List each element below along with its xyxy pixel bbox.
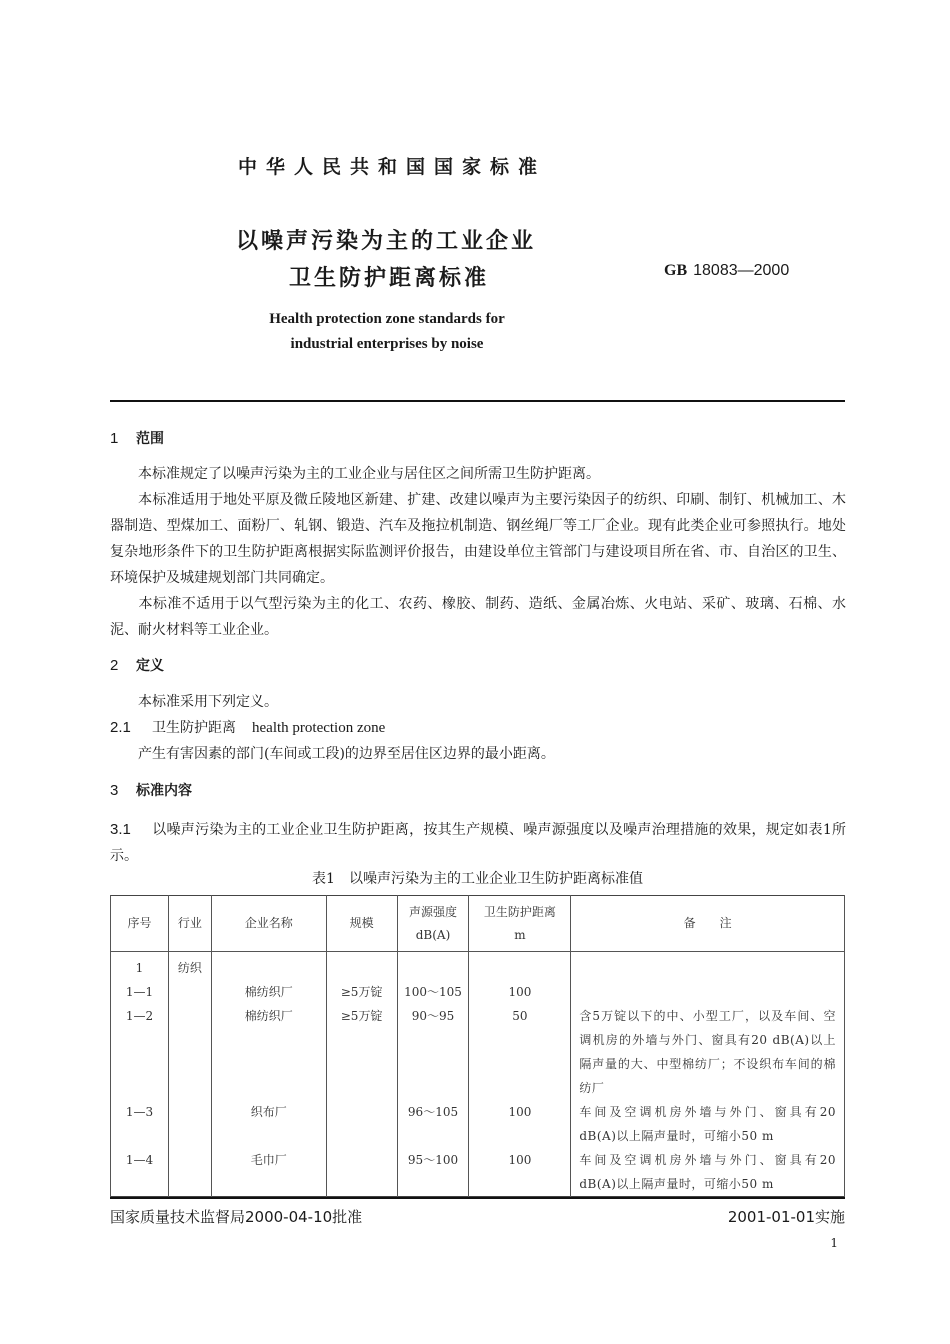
header-industry: 行业 — [168, 896, 211, 952]
cell-distance: 100 — [469, 1100, 571, 1148]
national-standard-label: 中华人民共和国国家标准 — [238, 156, 547, 178]
clause-text: 以噪声污染为主的工业企业卫生防护距离，按其生产规模、噪声源强度以及噪声治理措施的效果，规定如表1所示。 — [110, 822, 846, 864]
table-row — [111, 952, 845, 981]
header-protection-distance — [469, 896, 571, 952]
cell-remark: 车间及空调机房外墙与外门、窗具有20 dB(A)以上隔声量时，可缩小50 m — [571, 1148, 845, 1197]
cell-name: 毛巾厂 — [211, 1148, 326, 1197]
english-title-line2: industrial enterprises by noise — [290, 336, 484, 352]
cell-name: 织布厂 — [211, 1100, 326, 1148]
definition-text — [110, 741, 846, 767]
implementation-date: 2001-01-01实施 — [727, 1208, 845, 1226]
header-scale: 规模 — [326, 896, 397, 952]
section-number: 2 — [110, 657, 119, 674]
cell-source: 90～95 — [397, 1004, 469, 1100]
cell-name: 棉纺织厂 — [211, 1004, 326, 1100]
cell-remark: 含5万锭以下的中、小型工厂，以及车间、空调机房的外墙与外门、窗具有20 dB(A)以上隔声量的大、中型棉纺厂；不设织布车间的棉纺厂 — [571, 1004, 845, 1100]
paragraph-text: 本标准规定了以噪声污染为主的工业企业与居住区之间所需卫生防护距离。 — [138, 466, 600, 482]
english-title-line1: Health protection zone standards for — [269, 311, 505, 327]
section-2-heading — [110, 655, 164, 675]
cell-name: 棉纺织厂 — [211, 980, 326, 1004]
cell-scale: ≥5万锭 — [326, 980, 397, 1004]
cell-scale — [326, 952, 397, 981]
section-title: 范围 — [136, 431, 164, 447]
header-source-intensity — [397, 896, 469, 952]
standards-table — [110, 895, 845, 1197]
document-title-line2: 卫生防护距离标准 — [289, 266, 490, 291]
definition-2-1 — [110, 715, 846, 741]
section-title: 定义 — [136, 658, 164, 674]
approval-statement: 国家质量技术监督局2000-04-10批准 — [110, 1208, 363, 1226]
cell-source — [397, 952, 469, 981]
section-number: 3 — [110, 782, 119, 799]
table-header-row — [111, 896, 845, 952]
header-unit: dB(A) — [415, 927, 451, 942]
cell-industry: 纺织 — [168, 952, 211, 981]
header-line: 卫生防护距离 — [483, 904, 556, 919]
document-title-line1: 以噪声污染为主的工业企业 — [236, 229, 537, 254]
table-caption: 表1 以噪声污染为主的工业企业卫生防护距离标准值 — [312, 871, 643, 887]
cell-seq: 1—2 — [111, 1004, 169, 1100]
footer-divider — [110, 1197, 845, 1199]
clause-3-1 — [110, 817, 846, 869]
cell-source: 96～105 — [397, 1100, 469, 1148]
paragraph-text: 本标准适用于地处平原及微丘陵地区新建、扩建、改建以噪声为主要污染因子的纺织、印刷、制钉、机械加工、木器制造、型煤加工、面粉厂、轧钢、锻造、汽车及拖拉机制造、钢丝绳厂等工厂企业。现有此类企业可参照执行。地处复杂地形条件下的卫生防护距离根据实际监测评价报告，由建设单位主管部门与建设项目所在省、市、自治区的卫生、环境保护及城建规划部门共同确定。 — [110, 492, 846, 586]
cell-seq: 1—3 — [111, 1100, 169, 1148]
header-unit: m — [514, 927, 526, 942]
cell-seq: 1—1 — [111, 980, 169, 1004]
header-enterprise-name: 企业名称 — [211, 896, 326, 952]
cell-distance: 50 — [469, 1004, 571, 1100]
section-1-paragraph-3 — [110, 591, 846, 643]
standard-prefix: GB — [664, 262, 688, 279]
cell-distance: 100 — [469, 980, 571, 1004]
table-row — [111, 1100, 845, 1148]
cell-remark — [571, 952, 845, 981]
cell-remark: 车间及空调机房外墙与外门、窗具有20 dB(A)以上隔声量时，可缩小50 m — [571, 1100, 845, 1148]
section-title: 标准内容 — [136, 783, 192, 799]
table-row — [111, 980, 845, 1004]
section-2-intro — [110, 689, 846, 715]
header-divider — [110, 400, 845, 402]
page-number: 1 — [830, 1236, 838, 1250]
cell-industry — [168, 1148, 211, 1197]
cell-seq: 1—4 — [111, 1148, 169, 1197]
section-1-paragraph-1 — [110, 461, 846, 487]
cell-distance: 100 — [469, 1148, 571, 1197]
section-1-heading — [110, 428, 164, 448]
table-row — [111, 1004, 845, 1100]
header-seq: 序号 — [111, 896, 169, 952]
section-3-heading — [110, 780, 192, 800]
cell-scale — [326, 1148, 397, 1197]
definition-term-cn: 卫生防护距离 — [152, 720, 236, 736]
cell-distance — [469, 952, 571, 981]
cell-remark — [571, 980, 845, 1004]
cell-seq: 1 — [111, 952, 169, 981]
cell-name — [211, 952, 326, 981]
cell-source: 100～105 — [397, 980, 469, 1004]
standard-number — [664, 260, 789, 280]
cell-industry — [168, 1004, 211, 1100]
paragraph-text: 本标准采用下列定义。 — [138, 694, 278, 710]
standard-code: 18083—2000 — [693, 262, 790, 279]
definition-term-en: health protection zone — [252, 720, 386, 736]
section-number: 1 — [110, 430, 119, 447]
cell-industry — [168, 1100, 211, 1148]
clause-number: 2.1 — [110, 719, 131, 736]
header-remark: 备 注 — [571, 896, 845, 952]
cell-scale — [326, 1100, 397, 1148]
clause-number: 3.1 — [110, 821, 131, 838]
paragraph-text: 本标准不适用于以气型污染为主的化工、农药、橡胶、制药、造纸、金属冶炼、火电站、采矿、玻璃、石棉、水泥、耐火材料等工业企业。 — [110, 596, 846, 638]
header-line: 声源强度 — [409, 904, 458, 919]
cell-scale: ≥5万锭 — [326, 1004, 397, 1100]
section-1-paragraph-2 — [110, 487, 846, 591]
table-row — [111, 1148, 845, 1197]
cell-source: 95～100 — [397, 1148, 469, 1197]
cell-industry — [168, 980, 211, 1004]
paragraph-text: 产生有害因素的部门(车间或工段)的边界至居住区边界的最小距离。 — [138, 746, 555, 762]
